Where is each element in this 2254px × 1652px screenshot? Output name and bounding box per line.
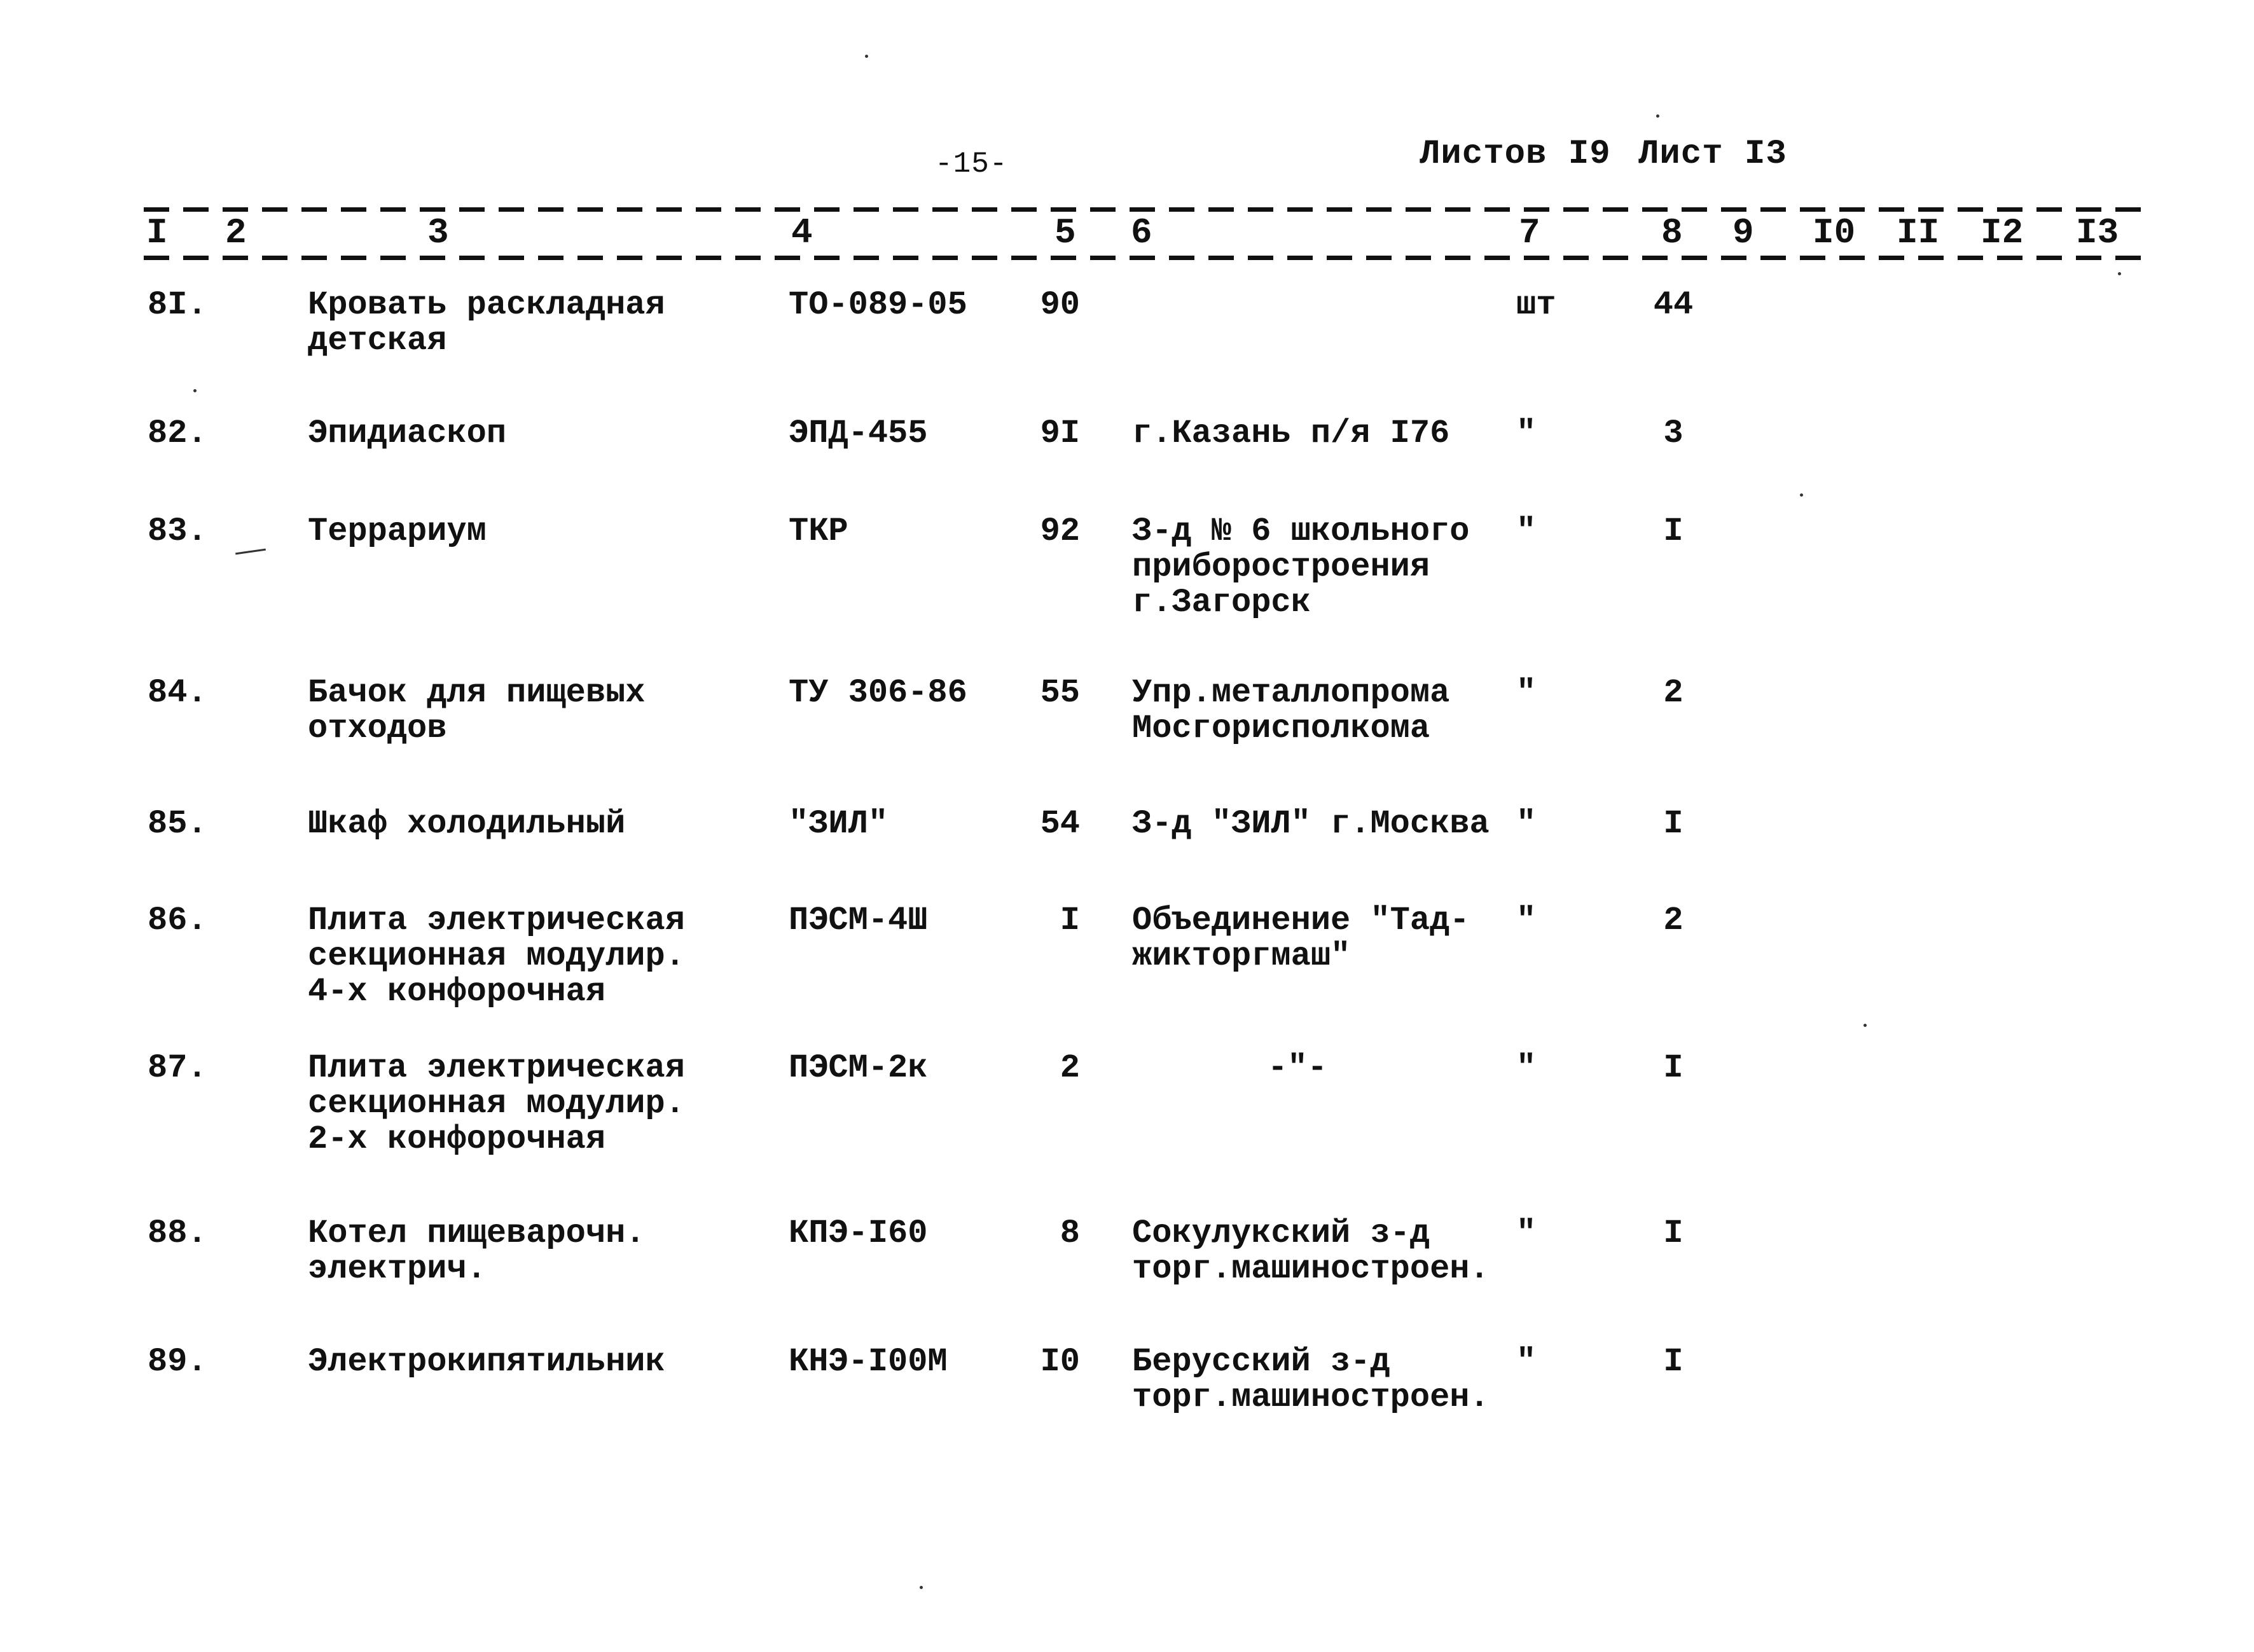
- row-number: 84.: [148, 674, 207, 712]
- item-name: Эпидиаскоп: [308, 415, 507, 452]
- scan-speck: [865, 55, 868, 58]
- column-header: 6: [1128, 212, 1155, 253]
- pen-mark: [235, 549, 266, 555]
- item-maker: Объединение "Тад- жикторгмаш": [1132, 902, 1470, 975]
- column-header: I: [144, 212, 170, 253]
- item-name: Бачок для пищевых отходов: [308, 674, 646, 747]
- item-model: ТКР: [789, 513, 848, 550]
- item-name: Котел пищеварочн. электрич.: [308, 1215, 646, 1288]
- item-name: Кровать раскладная детская: [308, 286, 665, 359]
- sheet-current: Лист I3: [1638, 135, 1787, 174]
- row-number: 89.: [148, 1343, 207, 1380]
- column-header: 5: [1052, 212, 1079, 253]
- item-model: ТУ 306-86: [789, 674, 967, 712]
- item-maker: г.Казань п/я I76: [1132, 415, 1450, 452]
- header-rule-top: [144, 207, 2141, 212]
- item-unit: ": [1516, 1049, 1537, 1087]
- item-model: "ЗИЛ": [789, 805, 888, 843]
- item-unit: ": [1516, 902, 1537, 939]
- item-model: ПЭСМ-2к: [789, 1049, 928, 1087]
- item-quantity: I: [1663, 513, 1684, 550]
- row-number: 82.: [148, 415, 207, 452]
- row-number: 88.: [148, 1215, 207, 1252]
- scan-speck: [1863, 1024, 1867, 1027]
- item-code: I: [1060, 902, 1080, 939]
- item-code: 55: [1040, 674, 1080, 712]
- row-number: 86.: [148, 902, 207, 939]
- item-code: I0: [1040, 1343, 1080, 1380]
- item-quantity: 3: [1663, 415, 1684, 452]
- item-quantity: 2: [1663, 902, 1684, 939]
- item-model: КНЭ-I00М: [789, 1343, 948, 1380]
- scan-speck: [1800, 493, 1803, 497]
- item-code: 90: [1040, 286, 1080, 324]
- item-quantity: 44: [1653, 286, 1694, 324]
- item-maker: З-д № 6 школьного приборостроения г.Загорск: [1132, 513, 1470, 621]
- row-number: 85.: [148, 805, 207, 843]
- item-quantity: 2: [1663, 674, 1684, 712]
- item-unit: ": [1516, 674, 1537, 712]
- item-code: 8: [1060, 1215, 1080, 1252]
- item-unit: ": [1516, 1343, 1537, 1380]
- row-number: 8I.: [148, 286, 207, 324]
- column-header: I3: [2073, 212, 2121, 253]
- item-code: 9I: [1040, 415, 1080, 452]
- item-maker: Берусский з-д торг.машиностроен.: [1132, 1343, 1490, 1416]
- scan-speck: [920, 1586, 923, 1589]
- sheets-total: Листов I9: [1420, 135, 1611, 174]
- item-model: ТО-089-05: [789, 286, 967, 324]
- column-header: 8: [1659, 212, 1685, 253]
- item-quantity: I: [1663, 1049, 1684, 1087]
- item-maker: Упр.металлопрома Мосгорисполкома: [1132, 674, 1450, 747]
- column-header: 9: [1730, 212, 1757, 253]
- item-model: КПЭ-I60: [789, 1215, 928, 1252]
- column-header: 7: [1516, 212, 1543, 253]
- item-quantity: I: [1663, 1215, 1684, 1252]
- item-unit: ": [1516, 1215, 1537, 1252]
- item-unit: ": [1516, 415, 1537, 452]
- scan-speck: [2118, 272, 2121, 275]
- page-number: -15-: [935, 148, 1008, 181]
- scan-speck: [1656, 114, 1659, 118]
- item-quantity: I: [1663, 805, 1684, 843]
- column-header: 4: [789, 212, 815, 253]
- item-name: Электрокипятильник: [308, 1343, 665, 1380]
- scan-speck: [193, 389, 197, 392]
- column-header: I2: [1978, 212, 2026, 253]
- item-maker-ditto: -"-: [1268, 1049, 1327, 1087]
- column-header: II: [1894, 212, 1942, 253]
- item-name: Плита электрическая секционная модулир. 2-х конфорочная: [308, 1049, 685, 1158]
- item-unit: ": [1516, 805, 1537, 843]
- row-number: 87.: [148, 1049, 207, 1087]
- item-code: 2: [1060, 1049, 1080, 1087]
- item-model: ЭПД-455: [789, 415, 928, 452]
- item-maker: З-д "ЗИЛ" г.Москва: [1132, 805, 1490, 843]
- item-name: Террариум: [308, 513, 487, 550]
- item-name: Шкаф холодильный: [308, 805, 626, 843]
- column-header: I0: [1810, 212, 1858, 253]
- item-name: Плита электрическая секционная модулир. 4-х конфорочная: [308, 902, 685, 1010]
- item-unit: ": [1516, 513, 1537, 550]
- column-header: 3: [425, 212, 452, 253]
- header-rule-bottom: [144, 256, 2141, 260]
- item-model: ПЭСМ-4Ш: [789, 902, 928, 939]
- item-code: 54: [1040, 805, 1080, 843]
- row-number: 83.: [148, 513, 207, 550]
- item-quantity: I: [1663, 1343, 1684, 1380]
- item-unit: шт: [1516, 286, 1556, 324]
- column-header: 2: [223, 212, 249, 253]
- item-maker: Сокулукский з-д торг.машиностроен.: [1132, 1215, 1490, 1288]
- item-code: 92: [1040, 513, 1080, 550]
